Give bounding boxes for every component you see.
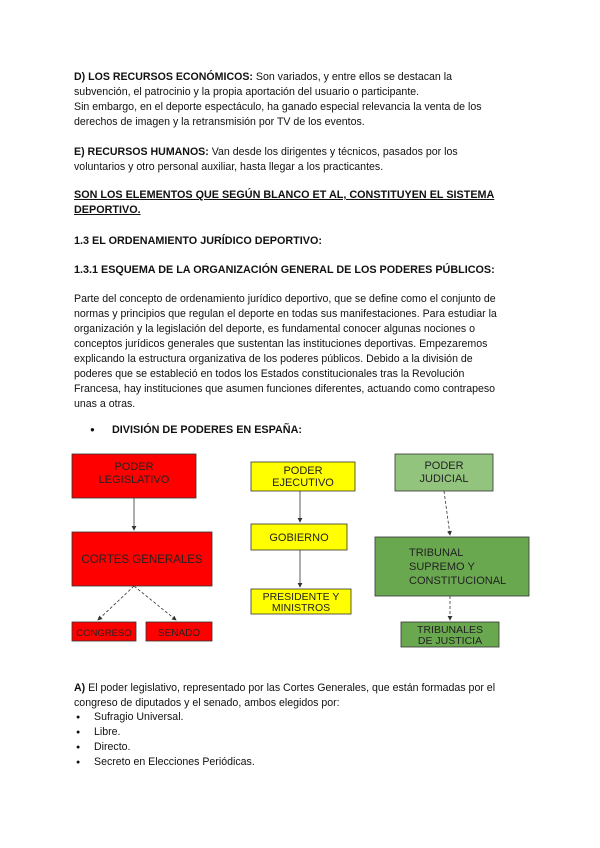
list-item: ● Secreto en Elecciones Periódicas.	[74, 755, 255, 770]
tribunal-supremo-line: TRIBUNAL	[409, 547, 464, 559]
powers-diagram	[0, 440, 600, 660]
executive-title-line: EJECUTIVO	[272, 477, 334, 489]
presidente-label-line: MINISTROS	[271, 602, 331, 614]
intro-line: organización y la legislación del deporte, es fundamental conocer algunas nociones o	[74, 323, 476, 335]
tribunales-line: TRIBUNALES	[417, 624, 483, 636]
tribunales-line: DE JUSTICIA	[417, 635, 483, 647]
presidente-label-line: PRESIDENTE Y	[262, 591, 340, 603]
judicial-arrow	[444, 491, 450, 535]
list-item: ● Directo.	[74, 740, 255, 755]
executive-title-line: PODER	[283, 465, 323, 477]
section-d-line: Sin embargo, en el deporte espectáculo, ha ganado especial relevancia la venta de los	[74, 101, 482, 113]
senado-label: SENADO	[157, 628, 201, 639]
list-item: ● Libre.	[74, 725, 255, 740]
tribunal-supremo-line: CONSTITUCIONAL	[409, 575, 507, 587]
tribunal-supremo-line: SUPREMO Y	[409, 561, 475, 573]
list-item: ● Sufragio Universal.	[74, 710, 255, 725]
gobierno-label: GOBIERNO	[269, 532, 329, 544]
legislative-title-line: PODER	[114, 461, 154, 473]
congreso-arrow	[98, 586, 134, 620]
intro-line: normas y principios que regulan el deporte en todas sus manifestaciones. Para estudiar la	[74, 308, 497, 320]
section-e-label: E) RECURSOS HUMANOS:	[74, 146, 209, 158]
section-a-line: El poder legislativo, representado por las Cortes Generales, que están formadas por el	[88, 682, 496, 694]
senado-arrow	[134, 586, 176, 620]
section-d-line: subvención, el patrocinio y la propia aportación del usuario o participante.	[74, 86, 420, 98]
section-d-line: derechos de imagen y la retransmisión por TV de los eventos.	[74, 116, 365, 128]
judicial-title-line: PODER	[424, 460, 464, 472]
section-d-line: Son variados, y entre ellos se destacan la	[255, 71, 452, 83]
cortes-generales-label: CORTES GENERALES	[81, 554, 203, 566]
intro-line: Parte del concepto de ordenamiento jurídico deportivo, que se define como el conjunto de	[74, 293, 496, 305]
intro-line: conceptos jurídicos generales que sustentan las instituciones deportivas. Empezaremos	[74, 338, 488, 350]
division-heading	[90, 424, 302, 436]
judicial-title-line: JUDICIAL	[419, 473, 469, 485]
section-a-line: congreso de diputados y el senado, ambos elegidos por:	[74, 697, 340, 709]
heading-1-3: 1.3 EL ORDENAMIENTO JURÍDICO DEPORTIVO:	[74, 235, 322, 247]
intro-line: Francesa, hay instituciones que asumen funciones diferentes, actuando como contrapeso	[74, 383, 496, 395]
heading-1-3-1: 1.3.1 ESQUEMA DE LA ORGANIZACIÓN GENERAL DE LOS PODERES PÚBLICOS:	[74, 264, 495, 276]
section-a	[74, 681, 544, 711]
congreso-label: CONGRESO	[76, 628, 132, 639]
summary-heading-line: DEPORTIVO.	[74, 204, 141, 216]
vote-list	[74, 710, 255, 770]
summary-heading	[74, 188, 544, 218]
section-e-line: voluntarios y otro personal auxiliar, hasta llegar a los practicantes.	[74, 161, 384, 173]
intro-line: poderes que se estableció en todos los Estados constitucionales tras la Revolución	[74, 368, 465, 380]
intro-line: explicando la estructura organizativa de los poderes públicos. Debido a la división de	[74, 353, 473, 365]
summary-heading-line: SON LOS ELEMENTOS QUE SEGÚN BLANCO ET AL, CONSTITUYEN EL SISTEMA	[74, 189, 495, 201]
section-d-label: D) LOS RECURSOS ECONÓMICOS:	[74, 71, 253, 83]
intro-line: unas a otras.	[74, 398, 136, 410]
legislative-title-line: LEGISLATIVO	[98, 474, 170, 486]
section-e	[74, 145, 534, 175]
section-d	[74, 70, 534, 130]
division-heading-text: DIVISIÓN DE PODERES EN ESPAÑA:	[112, 424, 302, 436]
section-e-line: Van desde los dirigentes y técnicos, pasados por los	[211, 146, 458, 158]
section-a-label: A)	[74, 682, 86, 694]
intro-paragraph	[74, 292, 544, 412]
